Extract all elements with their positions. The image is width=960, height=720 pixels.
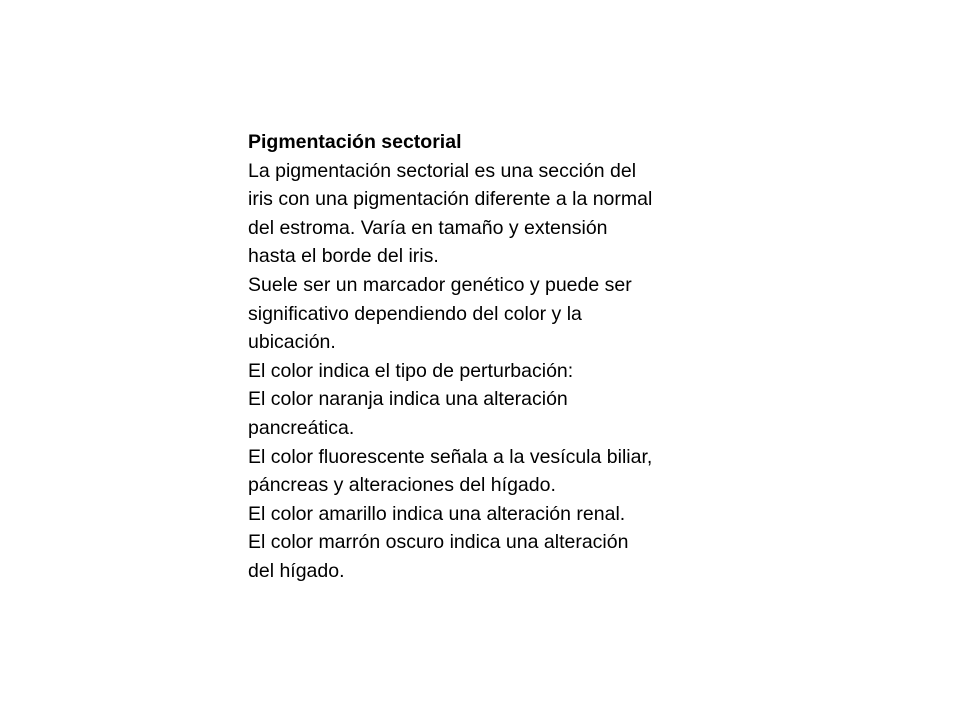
text-line: pancreática. [248, 416, 355, 439]
text-line: del estroma. Varía en tamaño y extensión [248, 216, 608, 239]
text-line: La pigmentación sectorial es una sección del [248, 159, 637, 182]
text-line: El color indica el tipo de perturbación: [248, 359, 574, 382]
text-line: El color fluorescente señala a la vesícula biliar, [248, 445, 653, 468]
text-line: del hígado. [248, 559, 345, 582]
text-line: El color amarillo indica una alteración renal. [248, 502, 626, 525]
slide-title: Pigmentación sectorial [248, 131, 462, 153]
text-line: El color marrón oscuro indica una alteración [248, 531, 629, 554]
text-block [248, 128, 728, 586]
text-line: hasta el borde del iris. [248, 245, 439, 268]
text-line: Suele ser un marcador genético y puede ser [248, 273, 632, 296]
text-line: significativo dependiendo del color y la [248, 302, 582, 325]
text-line: iris con una pigmentación diferente a la normal [248, 188, 653, 211]
text-line: El color naranja indica una alteración [248, 388, 568, 411]
text-line: páncreas y alteraciones del hígado. [248, 474, 556, 497]
text-line: ubicación. [248, 331, 336, 354]
